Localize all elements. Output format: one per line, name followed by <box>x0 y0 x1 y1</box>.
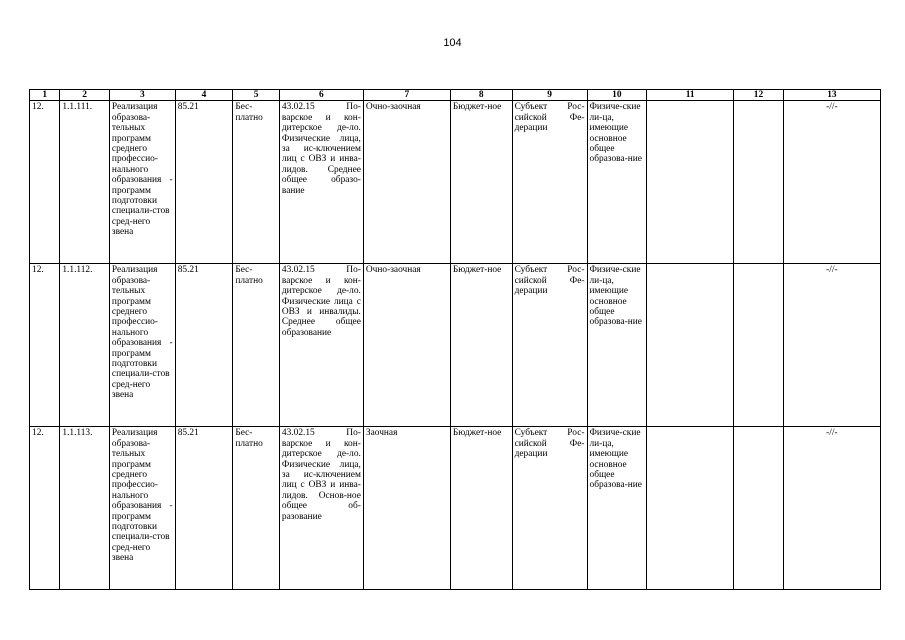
service-name-cell: Реализация образова-тельных программ среднего профессио-нального образования - программ подготовки специали-стов сред-него звена <box>109 427 175 590</box>
program-content-cell: 43.02.15 По-варское и кон-дитерское де-ло. Физические лица с ОВЗ и инвалиды. Среднее общее образование <box>279 264 363 427</box>
payment-type-cell: Бес-платно <box>233 264 280 427</box>
consumers-cell: Физиче-ские ли-ца, имеющие основное общее образова-ние <box>587 427 647 590</box>
column-header-3: 3 <box>109 90 175 101</box>
column-13-cell: -//- <box>783 264 880 427</box>
column-header-5: 5 <box>233 90 280 101</box>
service-name-cell: Реализация образова-тельных программ среднего профессио-нального образования - программ подготовки специали-стов сред-него звена <box>109 264 175 427</box>
column-header-7: 7 <box>363 90 450 101</box>
services-register-table <box>29 89 881 590</box>
row-number-cell: 12. <box>30 101 60 264</box>
column-12-cell <box>734 427 784 590</box>
column-header-2: 2 <box>60 90 110 101</box>
payment-type-cell: Бес-платно <box>233 101 280 264</box>
column-header-11: 11 <box>647 90 734 101</box>
consumers-cell: Физиче-ские ли-ца, имеющие основное общее образова-ние <box>587 264 647 427</box>
authority-cell: Субъект Рос-сийской Фе-дерации <box>512 101 587 264</box>
column-header-6: 6 <box>279 90 363 101</box>
institution-type-cell: Бюджет-ное <box>450 264 512 427</box>
column-12-cell <box>734 264 784 427</box>
institution-type-cell: Бюджет-ное <box>450 101 512 264</box>
okved-code-cell: 85.21 <box>175 101 233 264</box>
consumers-cell: Физиче-ские ли-ца, имеющие основное общее образова-ние <box>587 101 647 264</box>
service-code-cell: 1.1.112. <box>60 264 110 427</box>
table-row <box>30 427 881 590</box>
column-11-cell <box>647 264 734 427</box>
column-13-cell: -//- <box>783 427 880 590</box>
row-number-cell: 12. <box>30 427 60 590</box>
column-12-cell <box>734 101 784 264</box>
column-11-cell <box>647 427 734 590</box>
table-row <box>30 264 881 427</box>
column-header-1: 1 <box>30 90 60 101</box>
column-header-12: 12 <box>734 90 784 101</box>
column-13-cell: -//- <box>783 101 880 264</box>
column-header-9: 9 <box>512 90 587 101</box>
service-code-cell: 1.1.113. <box>60 427 110 590</box>
authority-cell: Субъект Рос-сийской Фе-дерации <box>512 264 587 427</box>
service-name-cell: Реализация образова-тельных программ среднего профессио-нального образования - программ подготовки специали-стов сред-него звена <box>109 101 175 264</box>
service-code-cell: 1.1.111. <box>60 101 110 264</box>
okved-code-cell: 85.21 <box>175 427 233 590</box>
table-row <box>30 101 881 264</box>
column-11-cell <box>647 101 734 264</box>
column-header-8: 8 <box>450 90 512 101</box>
column-header-13: 13 <box>783 90 880 101</box>
header-row <box>30 90 881 101</box>
column-header-4: 4 <box>175 90 233 101</box>
payment-type-cell: Бес-платно <box>233 427 280 590</box>
study-form-cell: Заочная <box>363 427 450 590</box>
authority-cell: Субъект Рос-сийской Фе-дерации <box>512 427 587 590</box>
program-content-cell: 43.02.15 По-варское и кон-дитерское де-ло. Физические лица, за ис-ключением лиц с ОВЗ и инва-лидов. Среднее общее образо-вание <box>279 101 363 264</box>
row-number-cell: 12. <box>30 264 60 427</box>
program-content-cell: 43.02.15 По-варское и кон-дитерское де-ло. Физические лица, за ис-ключением лиц с ОВЗ и инва-лидов. Основ-ное общее об-разование <box>279 427 363 590</box>
column-header-10: 10 <box>587 90 647 101</box>
institution-type-cell: Бюджет-ное <box>450 427 512 590</box>
study-form-cell: Очно-заочная <box>363 101 450 264</box>
page-number: 104 <box>443 37 462 49</box>
okved-code-cell: 85.21 <box>175 264 233 427</box>
study-form-cell: Очно-заочная <box>363 264 450 427</box>
